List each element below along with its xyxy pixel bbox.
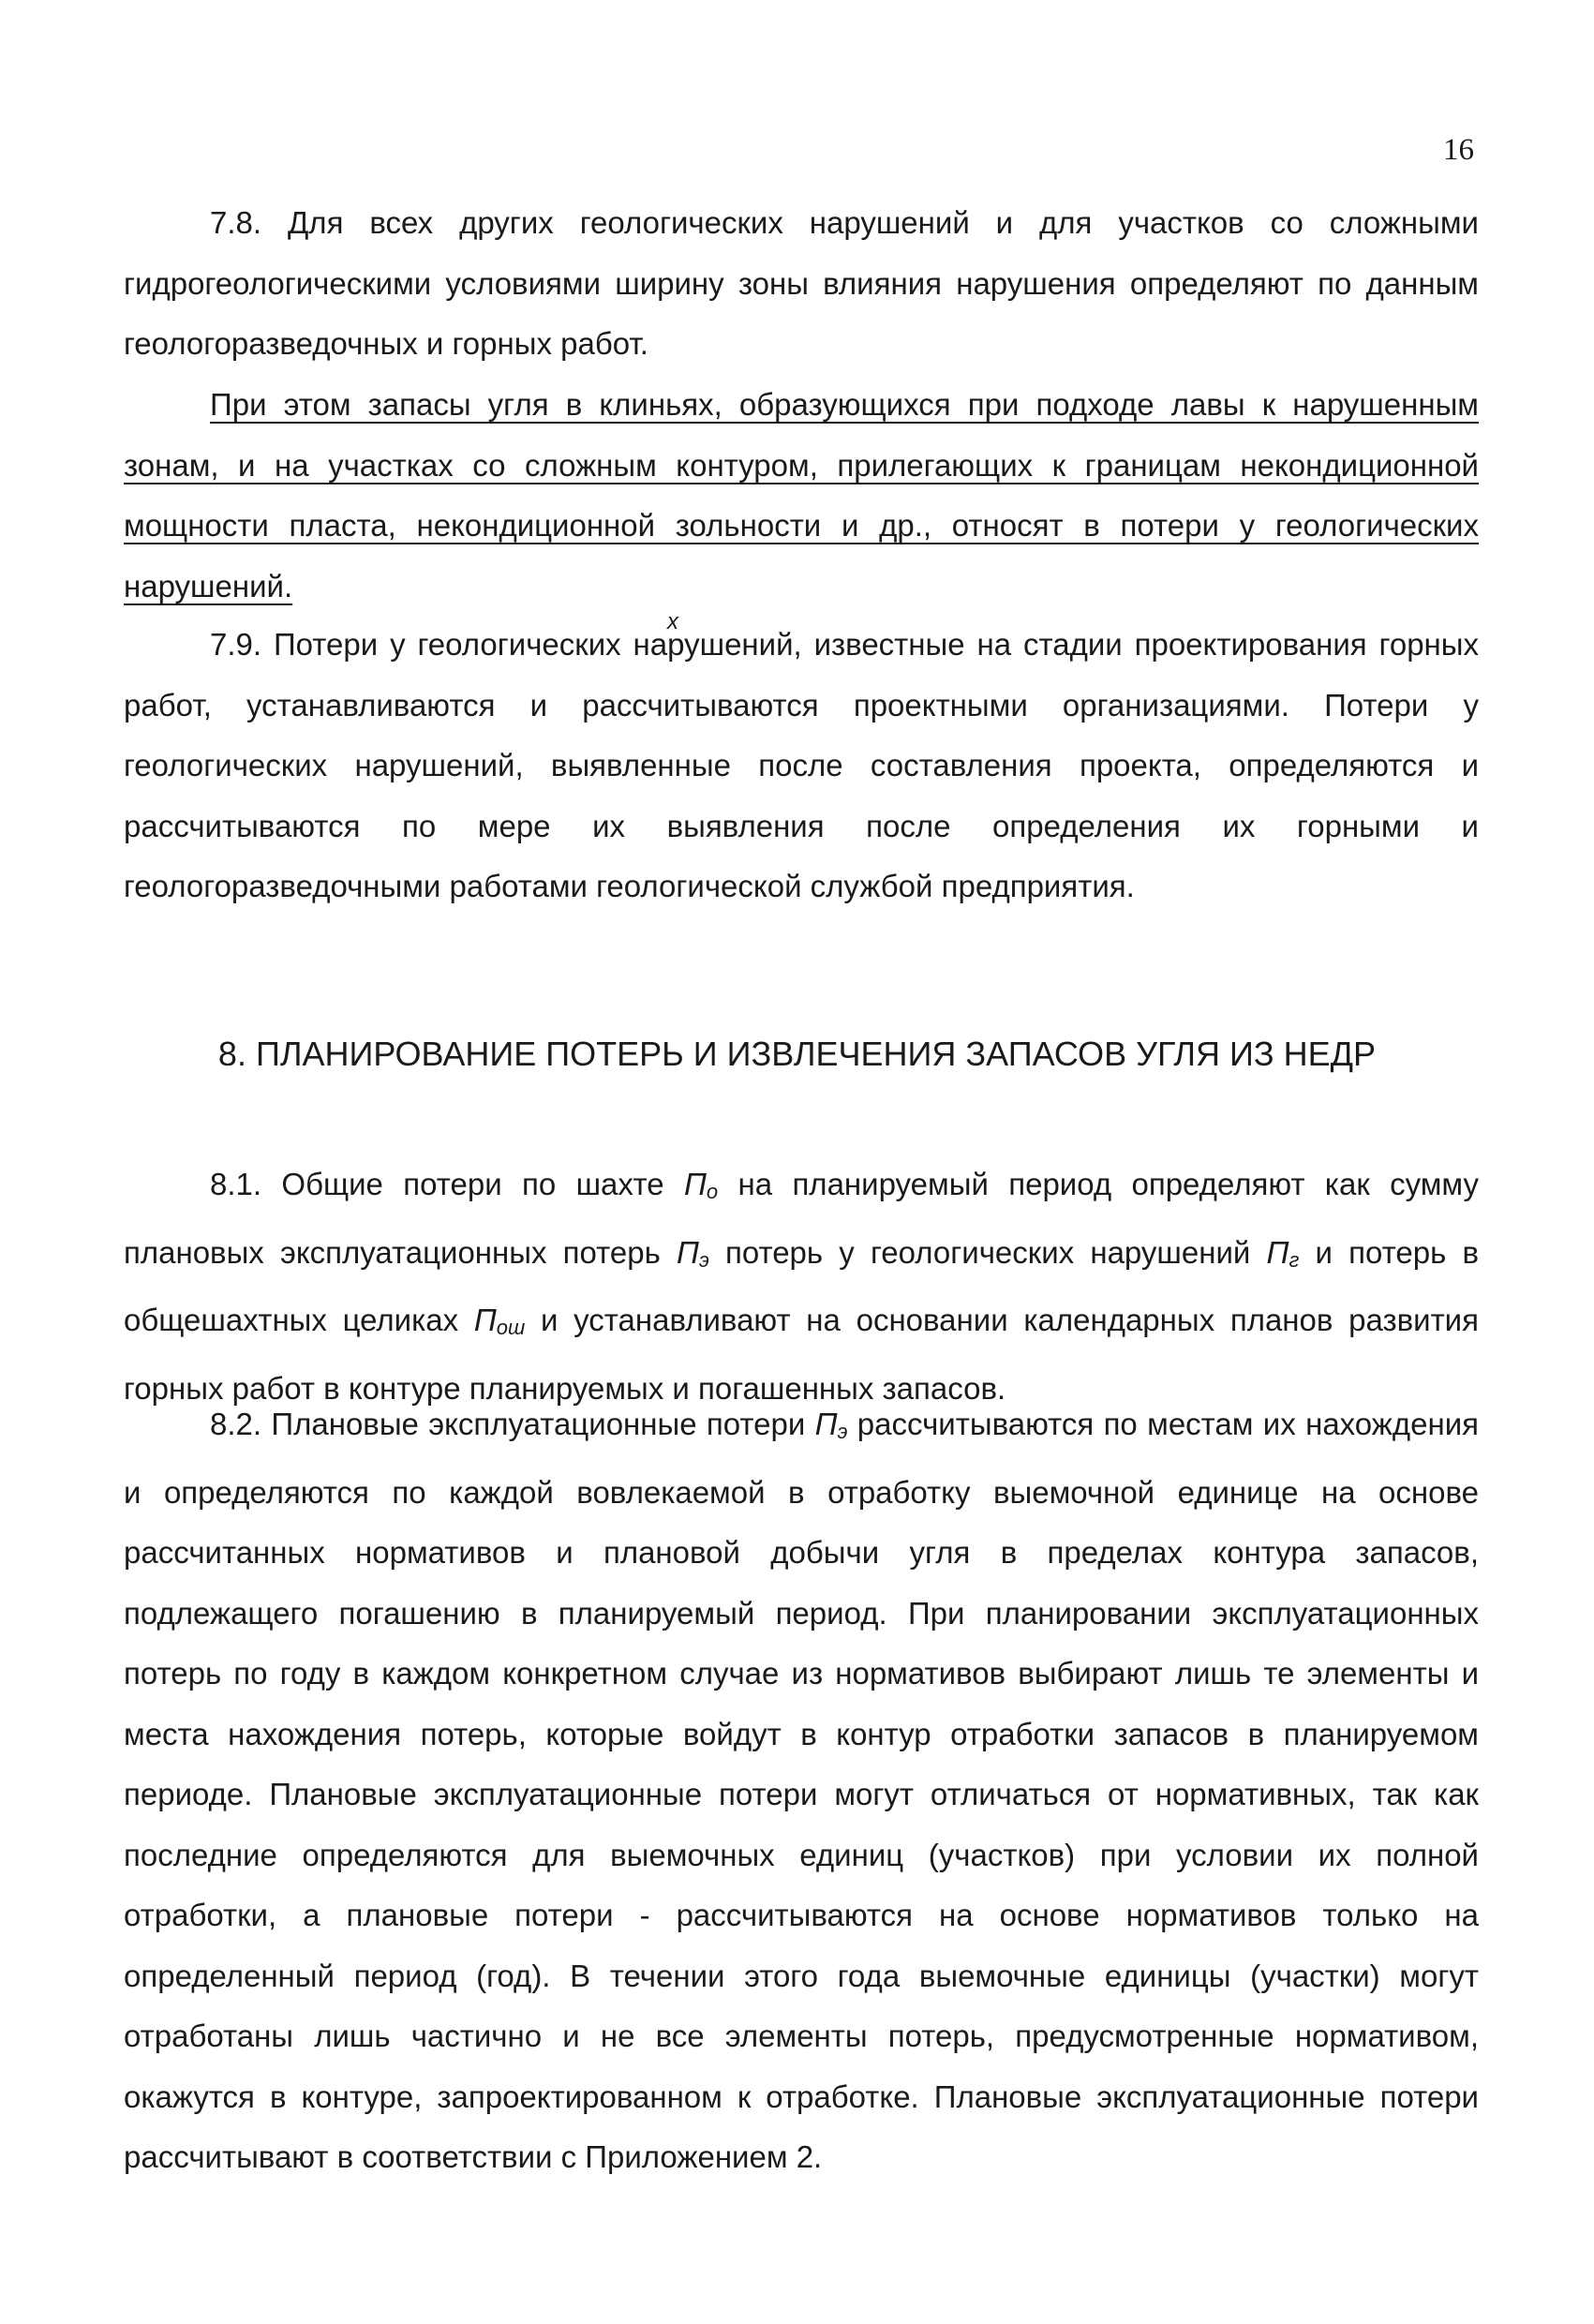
paragraph-8-1 — [124, 1155, 1479, 1419]
p82-text-1: 8.2. Плановые эксплуатационные потери — [210, 1407, 815, 1441]
paragraph-7-8-underlined — [124, 375, 1479, 617]
symbol-po: По — [683, 1167, 719, 1203]
p81-text-5: и устанавливают на основании календарных планов развития горных работ в контуре планируемых и погашенных запасов. — [124, 1303, 1479, 1406]
underlined-text: При этом запасы угля в клиньях, образующихся при подходе лавы к нарушенным зонам, и на участках со сложным контуром, прилегающих к границам некондиционной мощности пласта, некондиционной зольности и др., относят в потери у геологических нарушений. — [124, 387, 1479, 603]
p81-text-4: и потерь в общешахтных целиках — [124, 1234, 1479, 1337]
p82-text-2: рассчитываются по местам их нахождения и определяются по каждой вовлекаемой в отработку выемочной единице на основе рассчитанных нормативов и плановой добычи угля в пределах контура запасов, подлежащего погашению в планируемый период. При планировании эксплуатационных потерь по году в каждом конкретном случае из нормативов выбирают лишь те элементы и места нахождения потерь, которые войдут в контур отработки запасов в планируемом периоде. Плановые эксплуатационные потери могут отличаться от нормативных, так как последние определяются для выемочных единиц (участков) при условии их полной отработки, а плановые потери - рассчитываются на основе нормативов только на определенный период (год). В течении этого года выемочные единицы (участки) могут отработаны лишь частично и не все элементы потерь, предусмотренные нормативом, окажутся в контуре, запроектированном к отработке. Плановые эксплуатационные потери рассчитывают в соответствии с Приложением 2. — [124, 1407, 1479, 2174]
p81-text-1: 8.1. Общие потери по шахте — [210, 1167, 684, 1201]
paragraph-8-2 — [124, 1394, 1479, 2188]
symbol-pe: Пэ — [677, 1234, 709, 1272]
p81-text-2: на планируемый период определяют как сумму плановых эксплуатационных потерь — [124, 1167, 1479, 1270]
p81-text-3: потерь у геологических нарушений — [708, 1234, 1267, 1270]
paragraph-7-8: 7.8. Для всех других геологических нарушений и для участков со сложными гидрогеологическими условиями ширину зоны влияния нарушения определяют по данным геологоразведочных и горных работ. — [124, 205, 1479, 361]
section-heading: 8. ПЛАНИРОВАНИЕ ПОТЕРЬ И ИЗВЛЕЧЕНИЯ ЗАПАСОВ УГЛЯ ИЗ НЕДР — [217, 1035, 1377, 1073]
handwritten-mark: x — [667, 609, 678, 634]
symbol-posh: Пош — [473, 1303, 526, 1339]
symbol-pg: Пг — [1266, 1234, 1300, 1272]
paragraph-7-9: 7.9. Потери у геологических нарушений, известные на стадии проектирования горных работ, устанавливаются и рассчитываются проектными организациями. Потери у геологических нарушений, выявленные после составления проекта, определяются и рассчитываются по мере их выявления после определения их горными и геологоразведочными работами геологической службой предприятия. — [124, 627, 1479, 903]
page-number: 16 — [1443, 133, 1474, 167]
symbol-pe-2: Пэ — [814, 1407, 848, 1443]
